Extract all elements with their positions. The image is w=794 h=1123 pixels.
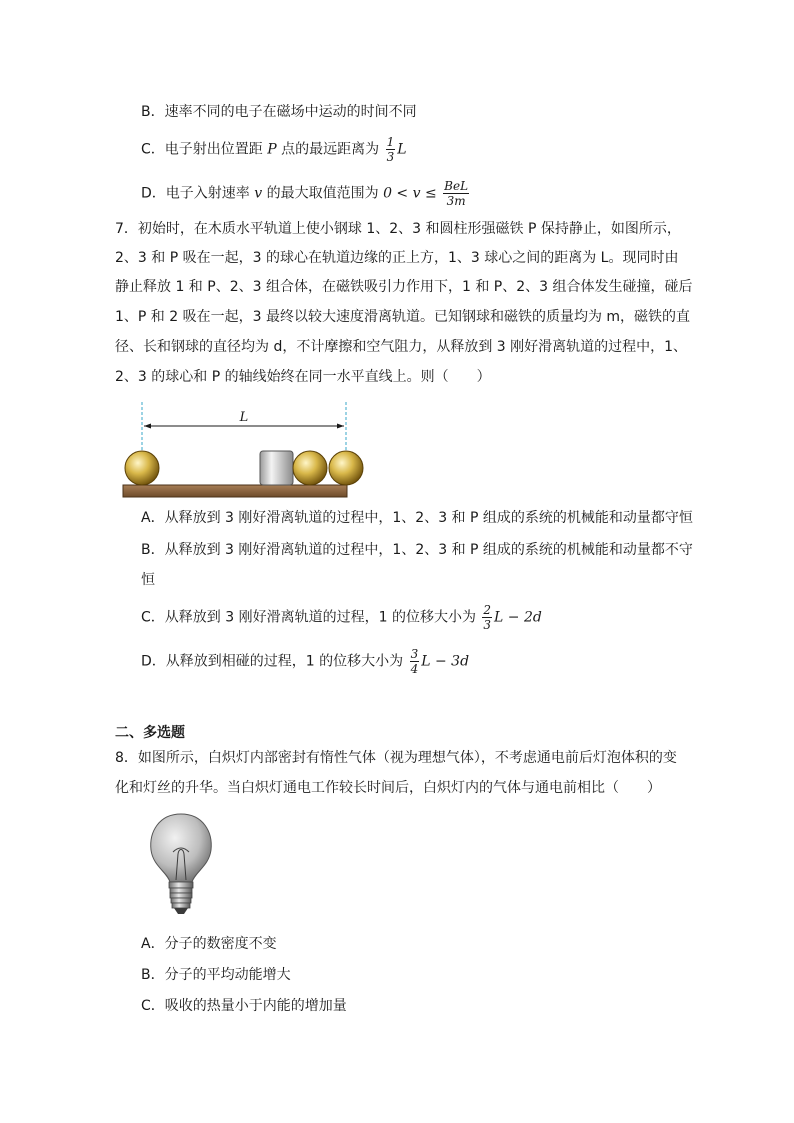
q7-magnet-p bbox=[260, 451, 293, 485]
q7-stem-line-1: 7．初始时，在木质水平轨道上使小钢球 1、2、3 和圆柱形强磁铁 P 保持静止，如图所示， bbox=[115, 221, 681, 237]
section-multiple-choice-heading: 二、多选题 bbox=[115, 725, 185, 741]
q7-option-c-expr: L − 2d bbox=[494, 609, 542, 626]
q7-option-d-fraction: $\frac{3}{4}$ bbox=[410, 647, 419, 676]
q7-distance-label: L bbox=[239, 410, 249, 425]
q6-option-b: B．速率不同的电子在磁场中运动的时间不同 bbox=[141, 104, 417, 120]
q8-stem-line-1: 8．如图所示，白炽灯内部密封有惰性气体（视为理想气体），不考虑通电前后灯泡体积的变 bbox=[115, 750, 677, 766]
q7-option-c-fraction: $\frac{2}{3}$ bbox=[483, 603, 492, 632]
q6-option-c-var: L bbox=[397, 141, 407, 158]
q6-option-d-inequality: 0 < v ≤ bbox=[383, 185, 437, 202]
q7-option-c-text: C．从释放到 3 刚好滑离轨道的过程，1 的位移大小为 bbox=[141, 609, 476, 626]
q6-option-d bbox=[141, 180, 471, 207]
q7-stem-line-4: 1、P 和 2 吸在一起，3 最终以较大速度滑离轨道。已知钢球和磁铁的质量均为 m，磁铁的直 bbox=[115, 309, 691, 325]
q8-stem-line-2: 化和灯丝的升华。当白炽灯通电工作较长时间后，白炽灯内的气体与通电前相比（ ） bbox=[115, 780, 661, 796]
q6-option-d-text: D．电子入射速率 bbox=[141, 185, 250, 202]
light-bulb-icon bbox=[145, 810, 217, 920]
q8-option-a: A．分子的数密度不变 bbox=[141, 936, 277, 952]
q8-option-b: B．分子的平均动能增大 bbox=[141, 967, 291, 983]
q7-option-c bbox=[141, 604, 542, 631]
q6-option-c-text2: 点的最远距离为 bbox=[281, 141, 380, 158]
q7-ball-3 bbox=[329, 451, 363, 485]
q8-option-c: C．吸收的热量小于内能的增加量 bbox=[141, 998, 347, 1014]
q7-stem-line-2: 2、3 和 P 吸在一起，3 的球心在轨道边缘的正上方，1、3 球心之间的距离为 L。现同时由 bbox=[115, 250, 679, 266]
q6-option-d-var: v bbox=[254, 185, 263, 202]
q7-stem-line-3: 静止释放 1 和 P、2、3 组合体，在磁铁吸引力作用下，1 和 P、2、3 组合体发生碰撞，碰后 bbox=[115, 279, 693, 295]
q7-option-d bbox=[141, 648, 469, 675]
q7-option-a: A．从释放到 3 刚好滑离轨道的过程中，1、2、3 和 P 组成的系统的机械能和动量都守恒 bbox=[141, 510, 693, 526]
q6-option-c-fraction: $\frac{1}{3}$ bbox=[386, 135, 395, 164]
q7-ball-2 bbox=[293, 451, 327, 485]
q6-option-c-point: P bbox=[267, 141, 277, 158]
q6-option-c bbox=[141, 136, 407, 163]
q7-ball-1 bbox=[125, 451, 159, 485]
q6-option-c-text: C．电子射出位置距 bbox=[141, 141, 263, 158]
q7-option-d-expr: L − 3d bbox=[421, 653, 470, 670]
q7-stem-line-6: 2、3 的球心和 P 的轴线始终在同一水平直线上。则（ ） bbox=[115, 369, 491, 385]
q7-option-d-text: D．从释放到相碰的过程，1 的位移大小为 bbox=[141, 653, 404, 670]
q7-stem-line-5: 径、长和钢球的直径均为 d，不计摩擦和空气阻力，从释放到 3 刚好滑离轨道的过程中，1、 bbox=[115, 339, 688, 355]
q7-option-b: B．从释放到 3 刚好滑离轨道的过程中，1、2、3 和 P 组成的系统的机械能和动量都不守 bbox=[141, 542, 693, 558]
q7-figure bbox=[115, 398, 365, 500]
q6-option-d-fraction: $\frac{\text{BeL}}{3m}$ bbox=[444, 179, 469, 208]
q7-option-b-cont: 恒 bbox=[141, 572, 155, 588]
q6-option-d-text2: 的最大取值范围为 bbox=[266, 185, 379, 202]
q7-track bbox=[123, 485, 347, 497]
